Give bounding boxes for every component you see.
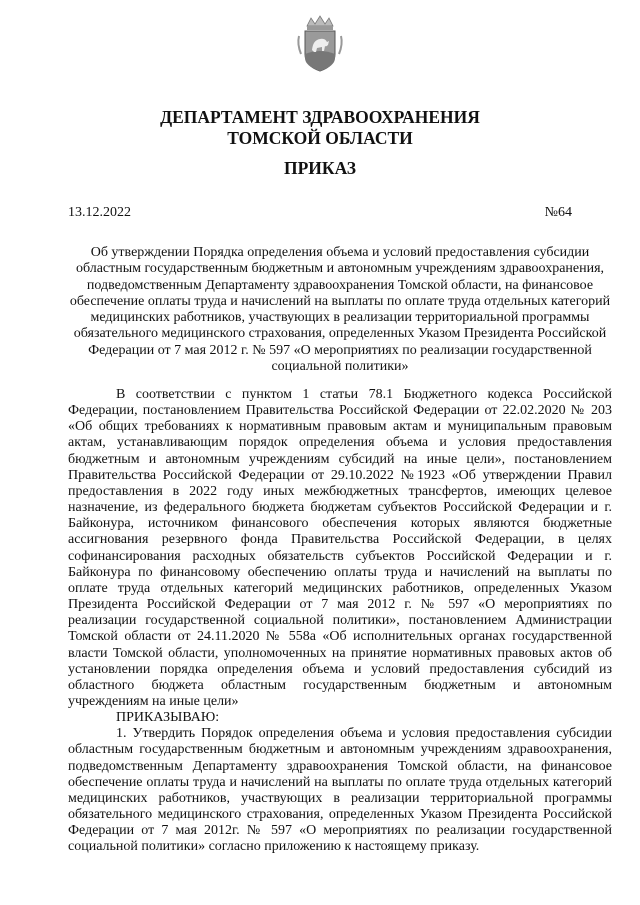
coat-of-arms-icon [295,14,345,74]
department-line-2: ТОМСКОЙ ОБЛАСТИ [227,128,413,148]
document-subject: Об утверждении Порядка определения объема и условий предоставления субсидии областным государственным бюджетным и автономным учреждениям здравоохранения, подведомственным Департаменту здравоохранения Томской области, на финансовое обеспечение оплаты труда и начислений на выплаты по оплате труда отдельных категорий медицинских работников, участвующих в реализации территориальной программы обязательного медицинского страхования, определенных Указом Президента Российской Федерации от 7 мая 2012 г. № 597 «О мероприятиях по реализации государственной социальной политики» [69,245,611,375]
department-line-1: ДЕПАРТАМЕНТ ЗДРАВООХРАНЕНИЯ [160,107,480,127]
document-number: №64 [544,205,572,220]
document-body [68,387,612,856]
document-type: ПРИКАЗ [283,158,357,178]
order-word: ПРИКАЗЫВАЮ: [116,710,220,726]
item-1-paragraph: 1. Утвердить Порядок определения объема и условия предоставления субсидии областным государственным бюджетным и автономным учреждениям здравоохранения, подведомственным Департаменту здравоохранения Томской области, на финансовое обеспечение оплаты труда и начислений на выплаты по оплате труда отдельных категорий медицинских работников, участвующих в реализации территориальной программы обязательного медицинского страхования, определенных Указом Президента Российской Федерации от 7 мая 2012г. № 597 «О мероприятиях по реализации государственной социальной политики» согласно приложению к настоящему приказу. [68,726,612,855]
preamble-paragraph: В соответствии с пунктом 1 статьи 78.1 Бюджетного кодекса Российской Федерации, постановлением Правительства Российской Федерации от 22.02.2020 № 203 «Об общих требованиях к нормативным правовым актам и муниципальным правовым актам, устанавливающим порядок определения объема и условия предоставления бюджетным и автономным учреждениям субсидий на иные цели», постановлением Правительства Российской Федерации от 29.10.2022 №1923 «Об утверждении Правил предоставления в 2022 году иных межбюджетных трансфертов, имеющих целевое назначение, из федерального бюджета бюджетам субъектов Российской Федерации и г. Байконура, источником финансового обеспечения которых являются бюджетные ассигнования резервного фонда Правительства Российской Федерации, в целях софинансирования расходных обязательств субъектов Российской Федерации и г. Байконура по финансовому обеспечению оплаты труда и начислений на выплаты по оплате труда отдельных категорий медицинских работников, определенных Указом Президента Российской Федерации от 7 мая 2012 г. № 597 «О мероприятиях по реализации государственной социальной политики», постановлением Администрации Томской области от 24.11.2020 № 558а «Об исполнительных органах государственной власти Томской области, уполномоченных на принятие нормативных правовых актов об установлении порядка определения объема и условий предоставления субсидий из областного бюджета областным государственным бюджетным и автономным учреждениям на иные цели» [68,387,612,709]
document-date: 13.12.2022 [68,205,131,220]
department-title [0,107,640,149]
